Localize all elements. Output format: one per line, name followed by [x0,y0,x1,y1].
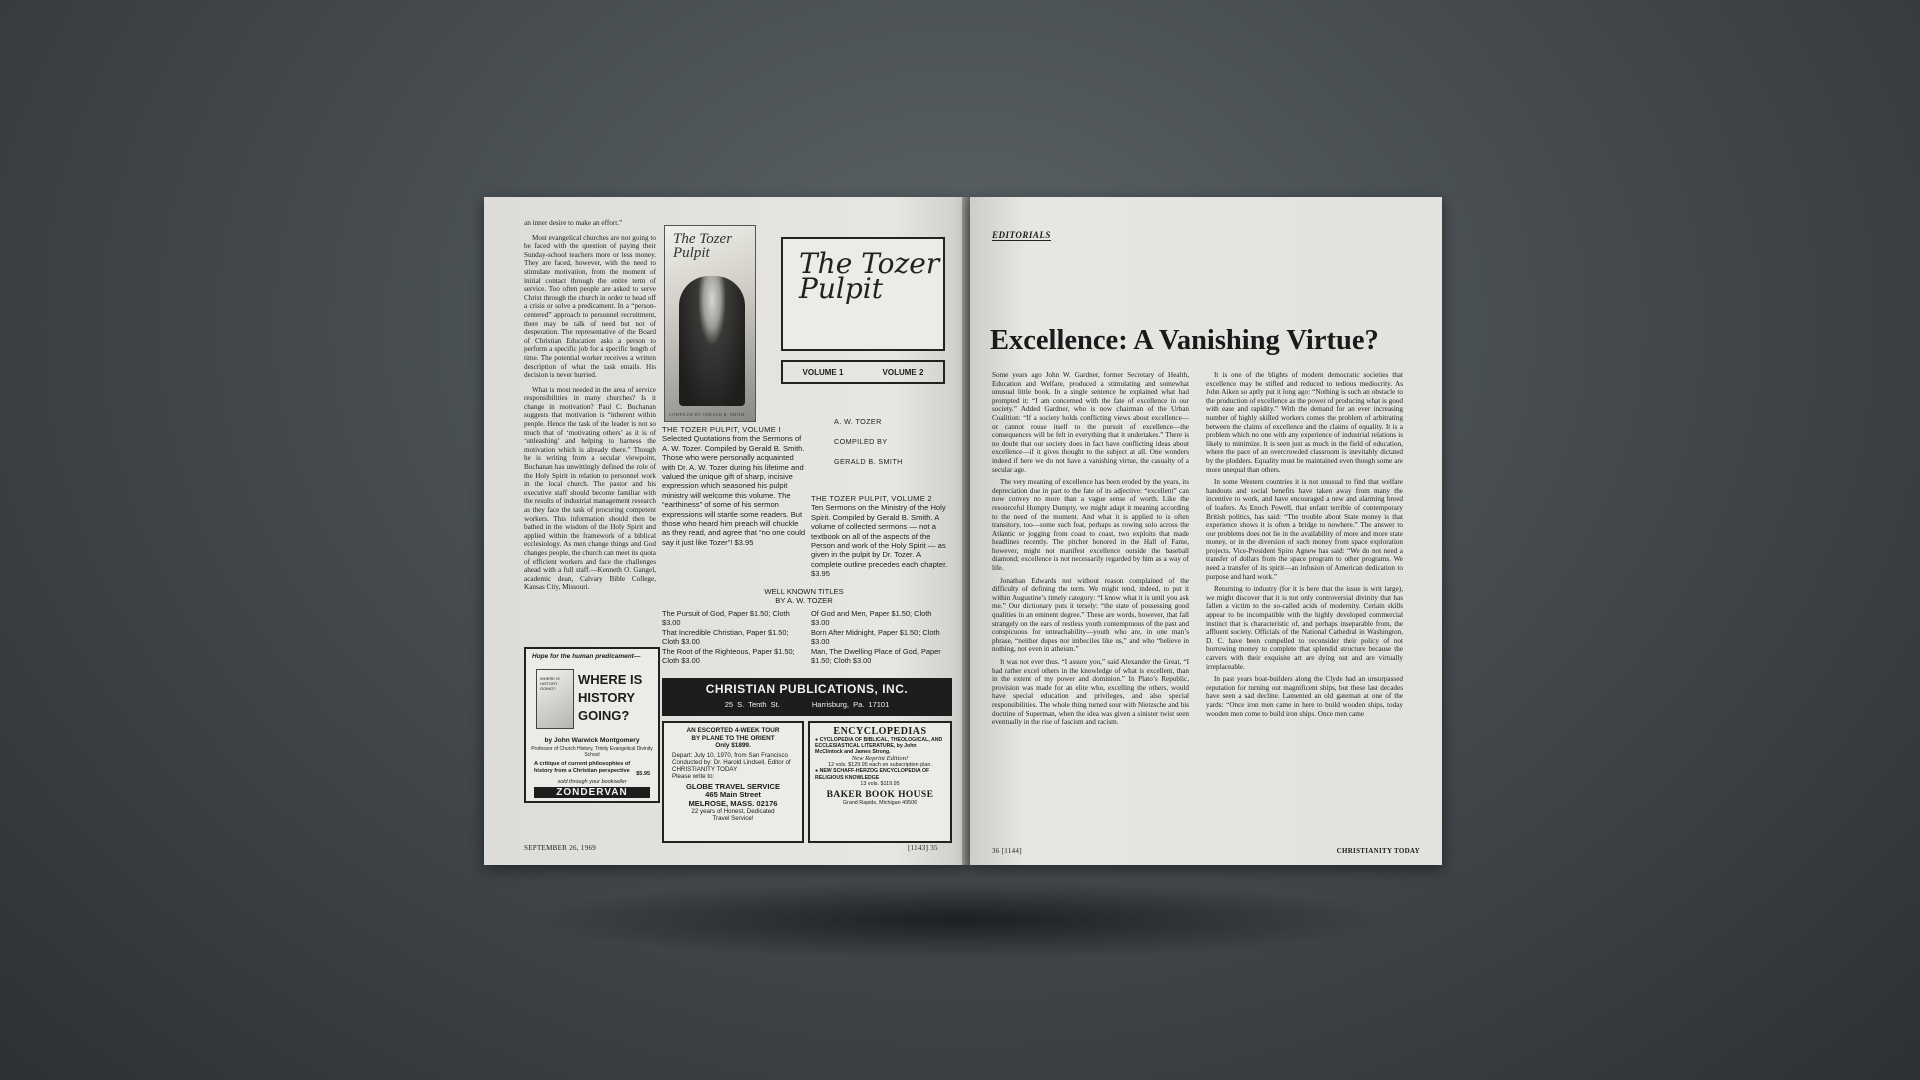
magazine-shadow [520,880,1400,960]
tour-detail-line: Conducted by: Dr. Harold Lindsell, Editor of CHRISTIANITY TODAY [672,758,791,774]
section-kicker: EDITORIALS [992,230,1051,240]
ency-item-2: ● NEW SCHAFF-HERZOG ENCYCLOPEDIA OF RELIGIOUS KNOWLEDGE [815,768,930,781]
slogan-line: Travel Service! [712,815,754,823]
tozer-logo-box [781,237,945,351]
ad-book-title [578,671,656,725]
editorial-column-2 [1206,371,1403,722]
title-item: Born After Midnight, Paper $1.50; Cloth $3.00 [811,628,940,646]
baker-book-house: BAKER BOOK HOUSE [826,790,934,801]
ad-tagline: Hope for the human predicament— [532,653,641,660]
volume-1-body: Selected Quotations from the Sermons of A. W. Tozer. Compiled by Gerald B. Smith. Those who were personally acquainted with Dr. A. W. Tozer during his lifetime and valued the unique gift of sharp, incisive expression which seasoned his pulpit ministry will welcome this volume. The “earthiness” of some of his sermon expressions will startle some readers. But those who heard him preach will chuckle as they read, and agree that “no one could say it just like Tozer”! $3.95 [662,434,806,547]
ad-title-line: GOING? [578,708,630,723]
service-line: 465 Main Street [705,790,761,800]
right-page [970,197,1442,865]
credit-line: GERALD B. SMITH [834,457,903,466]
publisher-banner [662,678,952,716]
slogan-line: 22 years of Honest, Dedicated [691,808,775,816]
tour-detail-line: Depart: July 10, 1970, from San Francisco [672,751,788,759]
volume-1-label: VOLUME 1 [802,367,844,377]
travel-service-name [664,783,802,809]
globe-travel-ad [662,721,804,843]
zondervan-logo: ZONDERVAN [534,787,650,798]
editorial-paragraph: Jonathan Edwards not without reason complained of the difficulty of defining the term. We might tend, indeed, to put it within Augustine’s timely category: “I know what it is until you ask me.” Our dictionary puts it tersely: “the state of possessing good qualities in an eminent degree.” These are words, however, that fall strangely on the ears of restless youth contemptuous of the past and conspicuous for unteachability—youth who are, in one man’s phrase, “neither dupes nor imbeciles like us,” and who “believe in nothing, not even in atheism.” [992,576,1189,654]
article-paragraph: What is most needed in the area of service responsibilities in many churches? Is it change in motivation? Paul C. Buchanan suggests that motivation is “inherent within people. Hence the task of the leader is not so much that of ‘motivating others’ as it is of ‘unleashing’ and helping to harness the motivation which is already there.” Though he is writing from a secular viewpoint, Buchanan has unwittingly defined the role of the Holy Spirit in relation to personnel work in the local church. The pastor and his executive staff should become familiar with the results of industrial management research as they face the task of procuring competent workers. This information should then be bathed in the wisdom of the Holy Spirit and applied within the framework of a biblical ecclesiology. As men change things and God changes people, the church can meet its quota of efficient workers and face the challenges ahead with a full staff.—Kenneth O. Gangel, academic dean, Calvary Bible College, Kansas City, Missouri. [524,385,656,592]
left-article-column [524,219,656,598]
left-page-number: [1143] 35 [908,844,938,852]
editorial-title: Excellence: A Vanishing Virtue? [990,325,1379,356]
editorial-paragraph: It was not ever thus. “I assure you,” said Alexander the Great, “I had rather excel others in the knowledge of what is excellent, than in the extent of my power and dominion.” In Plato’s Republic, provision was made for an elite who, excelling the others, would have special education and privileges, and also special responsibilities. The whole thing turned sour with Nietzsche and his doctrine of Superman, when the idea was given a sinister twist seen eventually in the rise of fascism and racism. [992,658,1189,727]
right-page-number: 36 [1144] [992,847,1022,855]
titles-list-a [662,609,800,666]
encyclopedias-ad [808,721,952,843]
well-known-author: BY A. W. TOZER [775,596,833,605]
book-cover-caption: COMPILED BY GERALD B. SMITH [669,412,745,417]
well-known-title: WELL KNOWN TITLES [764,587,844,596]
book-cover-title: The Tozer Pulpit [673,231,733,261]
ency-heading: ENCYCLOPEDIAS [833,726,927,737]
ency-item-1: ● CYCLOPEDIA OF BIBLICAL, THEOLOGICAL, AND ECCLESIASTICAL LITERATURE, by John McClintock and James Strong. [815,737,943,756]
tour-heading-line: AN ESCORTED 4-WEEK TOUR [686,727,780,734]
where-is-history-going-ad [524,647,660,803]
volume-2-description [811,494,951,579]
issue-date: SEPTEMBER 26, 1969 [524,844,597,852]
ad-title-line: HISTORY [578,690,636,705]
title-item: The Pursuit of God, Paper $1.50; Cloth $3.00 [662,609,790,627]
publisher-address [662,700,952,709]
ency-price-2: 13 vols. $119.95 [860,780,900,787]
service-line: MELROSE, MASS. 02176 [688,798,778,808]
editorial-paragraph: It is one of the blights of modern democratic societies that excellence may be stifled and reduced to tedious mediocrity. As John Aiken so aptly put it long ago: “Nothing is such an obstacle to the production of excellence as the power of producing what is good with ease and rapidity.” With the demand for an ever increasing number of highly skilled workers comes the problem of arbitrating between the claims of excellence and the claims of equality. It is a problem which no one with any experience of industrial relations is likely to minimize. It is seen just as much in the field of education, where the pace of an overcrowded classroom is inevitably dictated by the plodders. Equality must be maintained even though some are more unequal than others. [1206,371,1403,474]
ad-author: by John Warwick Montgomery [544,737,640,744]
editorial-paragraph: Some years ago John W. Gardner, former Secretary of Health, Education and Welfare, produced a stimulating and somewhat unusual little book. In a single sentence he explained what had prompted it: “I am concerned with the fate of excellence in our society.” Added Gardner, who is now chairman of the Urban Coalition: “If a society holds conflicting views about excellence—or cannot rouse itself to the pursuit of excellence—the consequences will be felt in everything that it undertakes.” There is no doubt that our society does in fact have conflicting ideas about excellence—if it gives thought to the subject at all. One wonders indeed if here we do not have a vanishing virtue, the casualty of a secular age. [992,371,1189,474]
volume-2-body: Ten Sermons on the Ministry of the Holy Spirit. Compiled by Gerald B. Smith. A volume of collected sermons — not a textbook on all of the aspects of the Person and work of the Holy Spirit — as given in the pulpit by Dr. Tozer. A complete outline precedes each chapter. $3.95 [811,503,948,579]
publisher-city: Harrisburg, Pa. 17101 [811,700,890,709]
volume-2-label: VOLUME 2 [882,367,924,377]
ad-title-line: WHERE IS [578,672,643,687]
service-line: GLOBE TRAVEL SERVICE [685,781,781,791]
editorial-column-1 [992,371,1189,731]
volume-1-description [662,425,806,547]
titles-list-b [811,609,949,666]
ency-reprint-text: New Reprint Edition! [851,754,909,762]
article-paragraph: an inner desire to make an effort.” [524,219,623,227]
tozer-credits [834,412,903,472]
ad-book-image-title: WHERE IS HISTORY GOING? [540,676,560,691]
editorial-paragraph: Returning to industry (for it is here that the issue is writ large), we might discover that it is not only controversial divinity that has fallen a victim to the so-called acids of modernity. Certain skills appear to be incompatible with the highly developed commercial instinct that is characteristic of, and perhaps inseparable from, the affluent society. Officials of the National Cathedral in Washington, D. C. have been compelled to reconsider their policy of not borrowing money to complete that splendid structure because the carvers with their exquisite art are dying out and are virtually irreplaceable. [1206,585,1403,671]
volume-1-title: THE TOZER PULPIT, VOLUME I [662,425,781,434]
well-known-heading [744,587,864,605]
publisher-street: 25 S. Tenth St. [724,700,780,709]
title-item: Man, The Dwelling Place of God, Paper $1.50; Cloth $3.00 [811,647,941,665]
credit-line: A. W. TOZER [834,417,882,426]
ad-description: A critique of current philosophies of history from a Christian perspective [534,761,631,774]
article-paragraph: Most evangelical churches are not going to be faced with the question of paying their Sunday-school teachers more or less money. They are faced, however, with the need to stimulate motivation, from the moment of initial contact through the entire term of service. Too often people are asked to serve Christ through the church in order to head off a crisis or solve a predicament. In a “person-centered” approach to personnel recruitment, there may be talk of need but not of desperation. The representative of the Board of Christian Education asks a person to perform a specific job for a specific length of time. The potential worker receives a written description of what the task entails. His decision is never hurried. [524,233,656,380]
publisher-name: CHRISTIAN PUBLICATIONS, INC. [705,682,909,696]
credit-line: COMPILED BY [834,437,888,446]
magazine-name: CHRISTIANITY TODAY [1336,847,1420,855]
baker-city: Grand Rapids, Michigan 49506 [842,800,918,807]
editorial-paragraph: In past years boat-builders along the Clyde had an unsurpassed reputation for turning out magnificent ships, but these last decades have seen a sad decline. Lamented an old gateman at one of the yards: “Once iron men came in here to build wooden ships, today wooden men come to build iron ships. Once men came [1206,675,1403,718]
volume-box [781,360,945,384]
author-portrait [679,276,745,406]
title-item: Of God and Men, Paper $1.50; Cloth $3.00 [811,609,932,627]
editorial-paragraph: In some Western countries it is not unusual to find that welfare handouts and social benefits have taken away from many the incentive to work, and have encouraged a new and alarming breed of loafers. As Enoch Powell, that enfant terrible of contemporary British politics, has said: “The trouble about State money is that experience shows it is often a bridge to nowhere.” The answer to our problems does not lie in the availability of more and more state money, or in the diversion of such money from space exploration projects. Vice-President Spiro Agnew has said: “We do not need a transfer of dollars from the space program to other programs. We need a transfer of its spirit—an infusion of American dedication to purpose and hard work.” [1206,478,1403,581]
title-item: That Incredible Christian, Paper $1.50; Cloth $3.00 [662,628,789,646]
tour-heading [664,727,802,750]
tozer-book-cover [664,225,756,422]
ad-book-image [536,669,574,729]
editorial-paragraph: The very meaning of excellence has been eroded by the years, its depreciation due in part to the fate of its adjective: “excellent” can now convey no more than a vague sense of worth. Like the resourceful Humpty Dumpty, we might adapt it meaning according to the need of the moment. And what it is applied to is often transitory, too—some such feat, perhaps as rowing solo across the Atlantic or jogging from coast to coast, two exploits that made headlines recently. The pitcher honored in the Hall of Fame, however, might not manifest excellence outside the baseball diamond; excellence is not necessarily regarded by him as a way of life. [992,478,1189,573]
volume-2-title: THE TOZER PULPIT, VOLUME 2 [811,494,933,503]
tour-price: Only $1899. [715,742,751,750]
ad-price: $5.95 [636,771,650,777]
ency-price-1: 12 vols. $129.95 each on subscription plan. [828,762,932,769]
ad-sold-note: sold through your bookseller [557,779,627,785]
tozer-logo: The Tozer Pulpit [799,247,940,305]
title-item: The Root of the Righteous, Paper $1.50; Cloth $3.00 [662,647,795,665]
left-page [484,197,966,865]
tour-detail-line: Please write to: [672,773,715,781]
ad-author-role: Professor of Church History, Trinity Evangelical Divinity School [531,746,653,758]
tour-heading-line: BY PLANE TO THE ORIENT [691,734,775,742]
tour-details [664,752,802,781]
travel-service-slogan [664,808,802,822]
